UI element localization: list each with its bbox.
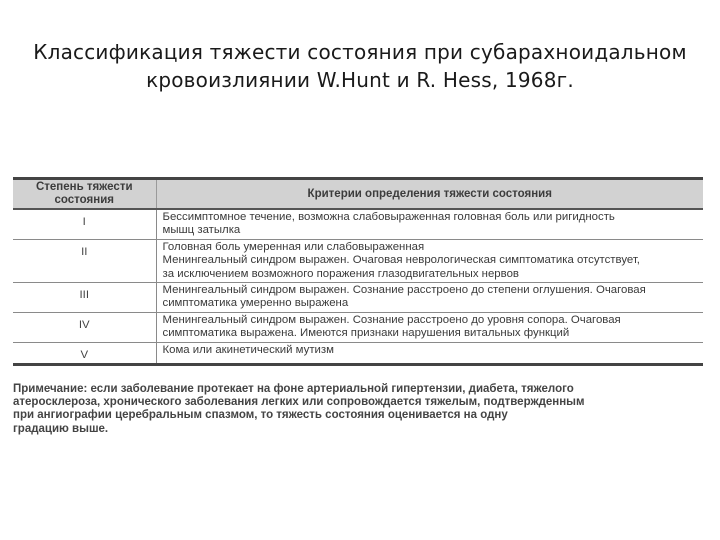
table-row	[13, 239, 703, 282]
criteria-cell	[156, 239, 703, 282]
note-line-1	[13, 383, 703, 396]
table-row	[13, 342, 703, 364]
table-row	[13, 283, 703, 313]
slide-title	[20, 38, 700, 94]
criteria-cell	[156, 209, 703, 239]
title-line-2: кровоизлиянии W.Hunt и R. Hess, 1968г.	[146, 68, 574, 92]
criteria-cell	[156, 312, 703, 342]
criteria-line: мышц затылка	[162, 224, 241, 237]
criteria-line: Менингеальный синдром выражен. Очаговая неврологическая симптоматика отсутствует,	[162, 254, 640, 267]
criteria-cell	[156, 342, 703, 364]
grade-cell: I	[13, 209, 156, 239]
note-line-3: при ангиографии церебральным спазмом, то тяжесть состояния оценивается на одну	[13, 409, 508, 422]
header-grade: Степень тяжести состояния	[13, 179, 156, 210]
table-note	[13, 383, 703, 436]
table-row	[13, 312, 703, 342]
criteria-line: симптоматика выражена. Имеются признаки нарушения витальных функций	[162, 327, 570, 340]
criteria-line: за исключением возможного поражения глазодвигательных нервов	[162, 267, 519, 280]
table-row	[13, 209, 703, 239]
note-line-2: атеросклероза, хронического заболевания легких или сопровождается тяжелым, подтвержденным	[13, 396, 585, 409]
grade-cell: V	[13, 342, 156, 364]
criteria-line: Менингеальный синдром выражен. Сознание расстроено до степени оглушения. Очаговая	[162, 284, 646, 297]
header-criteria: Критерии определения тяжести состояния	[156, 179, 703, 210]
note-text: если заболевание протекает на фоне артериальной гипертензии, диабета, тяжелого	[90, 383, 574, 395]
criteria-line: Головная боль умеренная или слабовыраженная	[162, 240, 425, 253]
criteria-cell	[156, 283, 703, 313]
classification-table	[13, 177, 703, 366]
criteria-line: Бессимптомное течение, возможна слабовыраженная головная боль или ригидность	[162, 211, 615, 223]
grade-cell: IV	[13, 312, 156, 342]
criteria-line: Кома или акинетический мутизм	[162, 343, 334, 356]
title-line-1: Классификация тяжести состояния при субарахноидальном	[33, 40, 687, 64]
criteria-line: симптоматика умеренно выражена	[162, 297, 349, 310]
note-line-4: градацию выше.	[13, 422, 109, 435]
table-header-row	[13, 179, 703, 210]
note-label: Примечание:	[13, 383, 88, 395]
grade-cell: II	[13, 239, 156, 282]
classification-table-wrapper	[13, 177, 703, 366]
criteria-line: Менингеальный синдром выражен. Сознание расстроено до уровня сопора. Очаговая	[162, 313, 621, 326]
grade-cell: III	[13, 283, 156, 313]
